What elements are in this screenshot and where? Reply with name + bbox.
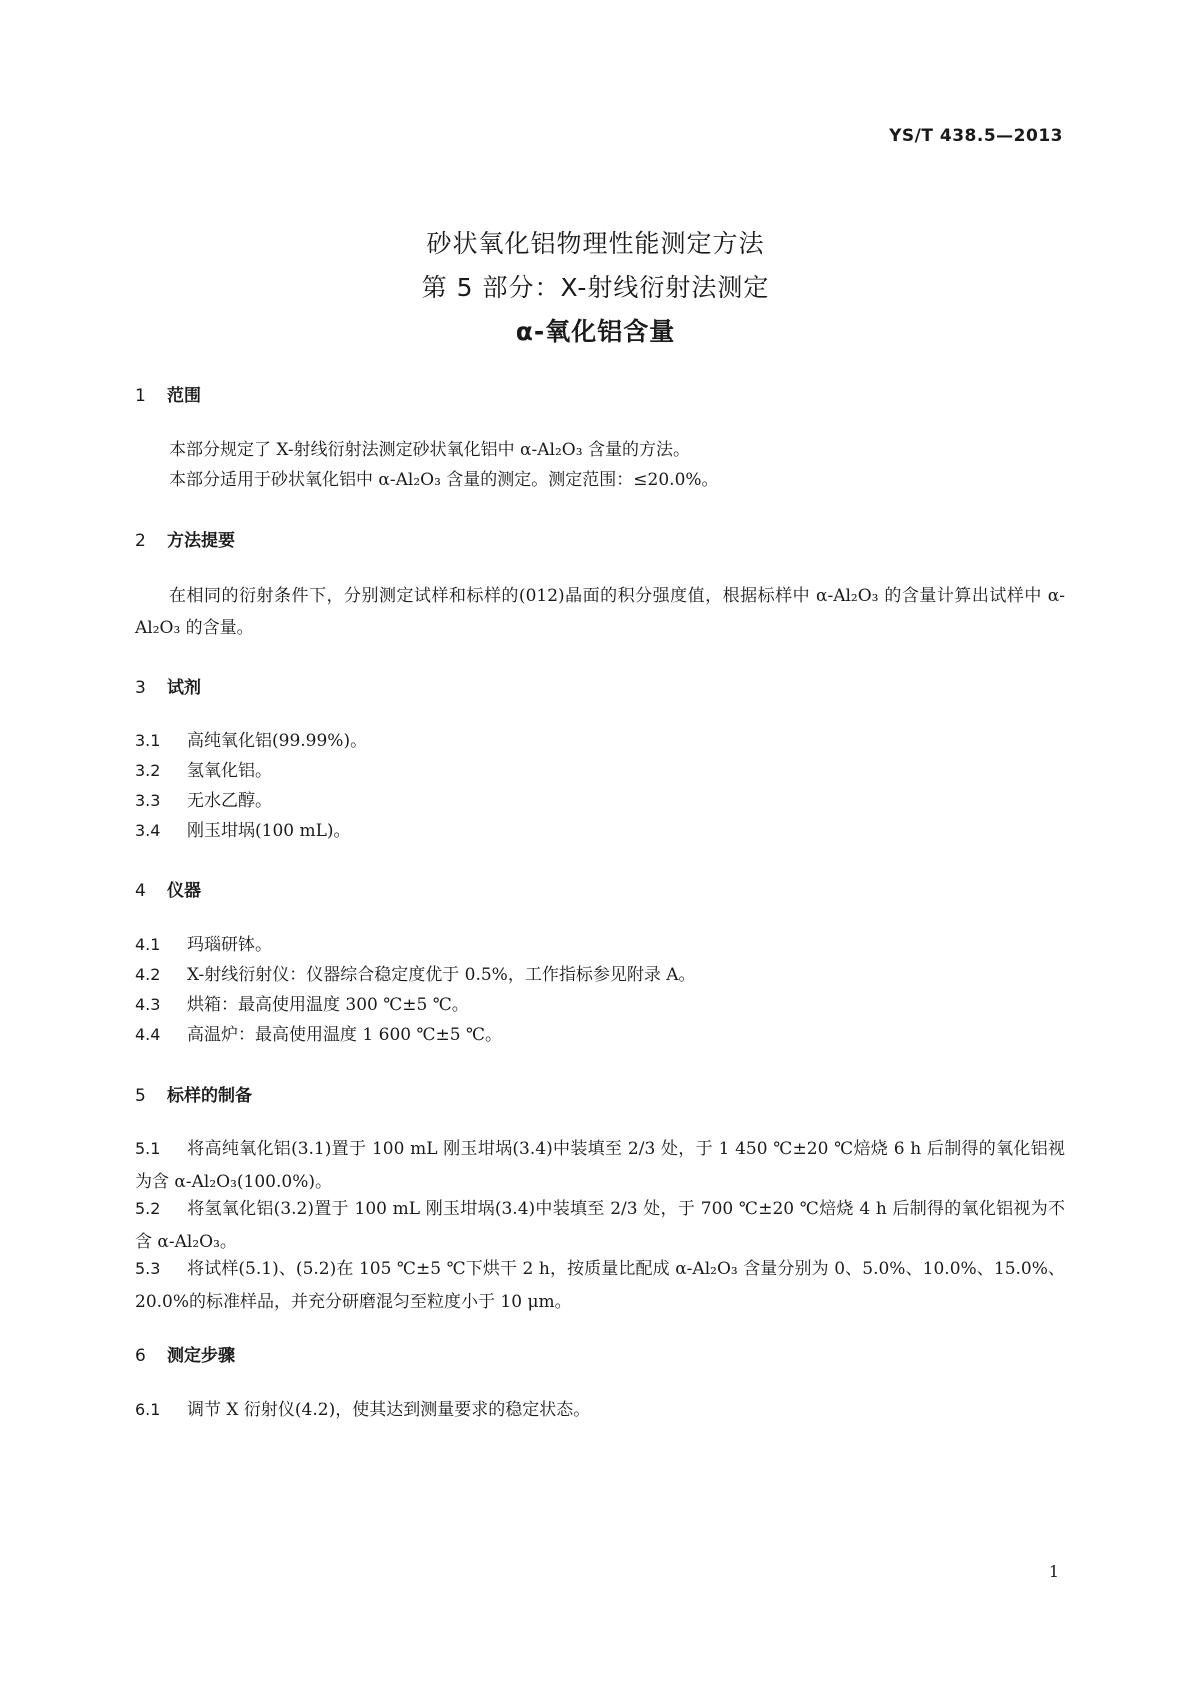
item-number: 6.1 [135, 1400, 161, 1419]
standard-prep-item [135, 1192, 1065, 1259]
title-line-3: α-氧化铝含量 [515, 317, 676, 346]
section-title: 范围 [167, 386, 201, 406]
item-number: 5.1 [135, 1139, 161, 1158]
method-paragraph: 在相同的衍射条件下，分别测定试样和标样的(012)晶面的积分强度值，根据标样中 α-Al₂O₃ 的含量计算出试样中 α-Al₂O₃ 的含量。 [135, 586, 1065, 638]
item-number: 3.4 [135, 821, 161, 840]
apparatus-item [135, 959, 1065, 991]
item-text: 高纯氧化铝(99.99%)。 [187, 731, 368, 751]
item-text: 玛瑙研钵。 [187, 935, 272, 955]
section-number: 4 [135, 881, 146, 901]
section-heading-standard-prep [135, 1081, 252, 1106]
scope-paragraph-2: 本部分适用于砂状氧化铝中 α-Al₂O₃ 含量的测定。测定范围：≤20.0%。 [169, 470, 719, 490]
apparatus-item [135, 989, 1065, 1021]
section-number: 2 [135, 531, 146, 551]
item-number: 5.3 [135, 1259, 161, 1278]
reagent-item [135, 725, 1065, 757]
item-number: 4.2 [135, 965, 161, 984]
reagent-item [135, 755, 1065, 787]
item-number: 3.3 [135, 791, 161, 810]
section-number: 3 [135, 678, 146, 698]
section-number: 6 [135, 1346, 146, 1366]
item-text: 将氢氧化铝(3.2)置于 100 mL 刚玉坩埚(3.4)中装填至 2/3 处，于 700 ℃±20 ℃焙烧 4 h 后制得的氧化铝视为不含 α-Al₂O₃。 [135, 1199, 1065, 1252]
reagent-item [135, 815, 1065, 847]
standard-prep-item [135, 1252, 1065, 1319]
item-number: 5.2 [135, 1199, 161, 1218]
section-number: 1 [135, 386, 146, 406]
section-title: 方法提要 [167, 531, 235, 551]
item-text: 刚玉坩埚(100 mL)。 [187, 821, 351, 841]
section-title: 标样的制备 [167, 1086, 252, 1106]
page-number: 1 [1048, 1562, 1059, 1581]
section-number: 5 [135, 1086, 146, 1106]
item-text: 无水乙醇。 [187, 791, 272, 811]
item-text: 烘箱：最高使用温度 300 ℃±5 ℃。 [187, 995, 469, 1015]
item-number: 4.4 [135, 1025, 161, 1044]
item-text: 将高纯氧化铝(3.1)置于 100 mL 刚玉坩埚(3.4)中装填至 2/3 处，于 1 450 ℃±20 ℃焙烧 6 h 后制得的氧化铝视为含 α-Al₂O₃(100.0%)。 [135, 1139, 1065, 1192]
scope-paragraph-1: 本部分规定了 X-射线衍射法测定砂状氧化铝中 α-Al₂O₃ 含量的方法。 [169, 440, 690, 460]
section-heading-apparatus [135, 876, 201, 901]
item-number: 4.3 [135, 995, 161, 1014]
section-heading-reagents [135, 673, 201, 698]
section-title: 试剂 [167, 678, 201, 698]
section-title: 测定步骤 [167, 1346, 235, 1366]
document-title [0, 222, 1191, 354]
title-line-1: 砂状氧化铝物理性能测定方法 [426, 229, 765, 258]
section-title: 仪器 [167, 881, 201, 901]
section-heading-scope [135, 381, 201, 406]
title-line-2: 第 5 部分：X-射线衍射法测定 [421, 273, 770, 302]
item-text: X-射线衍射仪：仪器综合稳定度优于 0.5%，工作指标参见附录 A。 [187, 965, 696, 985]
item-text: 将试样(5.1)、(5.2)在 105 ℃±5 ℃下烘干 2 h，按质量比配成 α-Al₂O₃ 含量分别为 0、5.0%、10.0%、15.0%、20.0%的标准样品，并充分研磨混匀至粒度小于 10 μm。 [135, 1259, 1065, 1312]
procedure-item [135, 1394, 1065, 1426]
item-number: 3.2 [135, 761, 161, 780]
standard-code: YS/T 438.5—2013 [889, 126, 1063, 146]
section-heading-procedure [135, 1341, 235, 1366]
apparatus-item [135, 929, 1065, 961]
standard-prep-item [135, 1132, 1065, 1199]
item-text: 调节 X 衍射仪(4.2)，使其达到测量要求的稳定状态。 [187, 1400, 591, 1420]
item-text: 氢氧化铝。 [187, 761, 272, 781]
item-text: 高温炉：最高使用温度 1 600 ℃±5 ℃。 [187, 1025, 502, 1045]
apparatus-item [135, 1019, 1065, 1051]
item-number: 3.1 [135, 731, 161, 750]
reagent-item [135, 785, 1065, 817]
item-number: 4.1 [135, 935, 161, 954]
section-heading-method [135, 526, 235, 551]
